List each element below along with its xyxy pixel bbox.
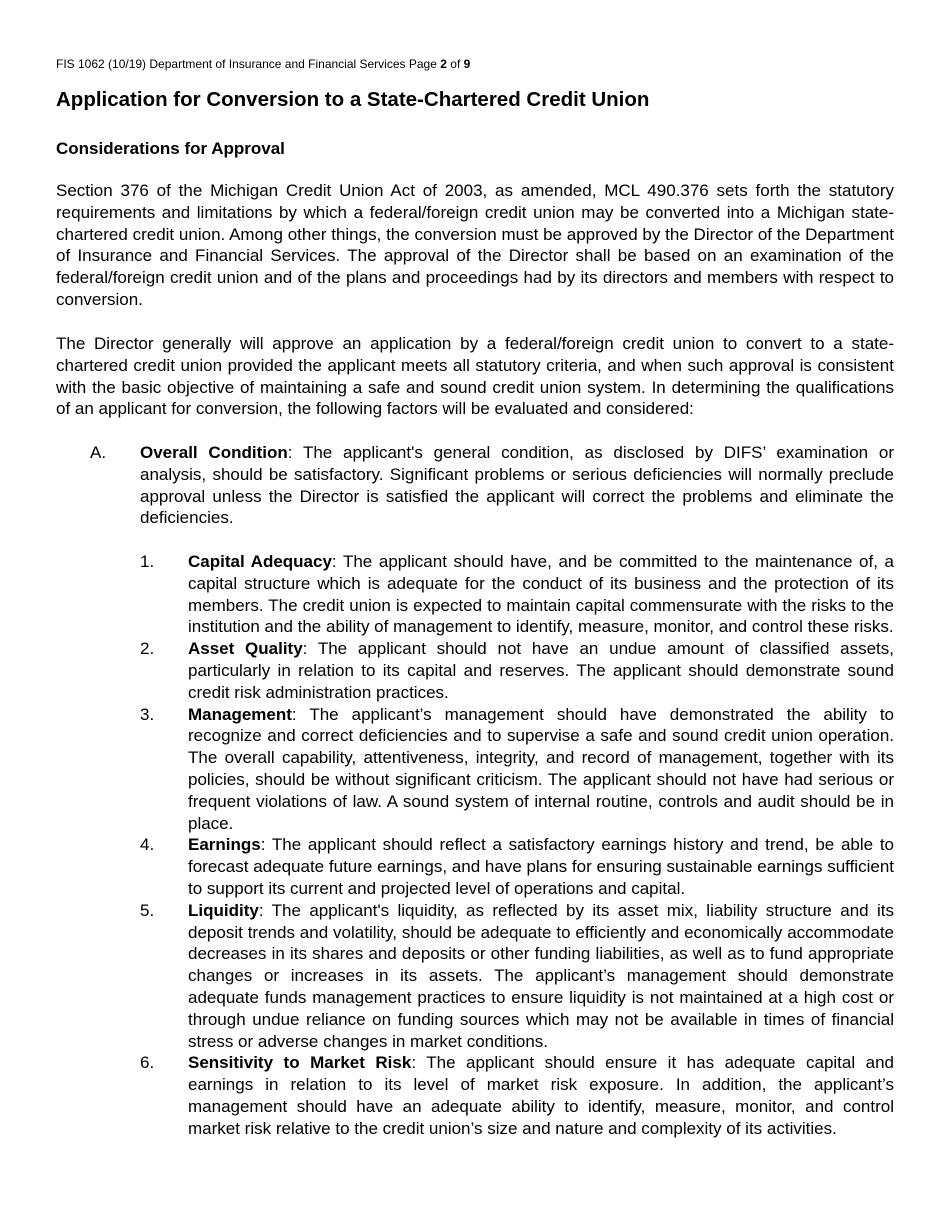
section-a bbox=[56, 442, 894, 529]
list-item bbox=[140, 704, 894, 835]
page-of: of bbox=[450, 57, 461, 71]
list-item bbox=[140, 1052, 894, 1139]
intro-paragraph-1: Section 376 of the Michigan Credit Union Act of 2003, as amended, MCL 490.376 sets forth the statutory requirements and limitations by which a federal/foreign credit union may be converted into a Michigan state-chartered credit union. Among other things, the conversion must be approved by the Director of the Department of Insurance and Financial Services. The approval of the Director shall be based on an examination of the federal/foreign credit union and of the plans and proceedings had by its directors and members with respect to conversion. bbox=[56, 181, 894, 309]
list-item bbox=[56, 442, 894, 529]
item-heading: Sensitivity to Market Risk bbox=[188, 1053, 412, 1073]
page-current: 2 bbox=[440, 57, 447, 71]
list-number: 3. bbox=[140, 704, 155, 724]
list-item bbox=[140, 900, 894, 1053]
item-heading: Capital Adequacy bbox=[188, 552, 332, 571]
list-marker: A. bbox=[90, 443, 107, 462]
factor-list bbox=[140, 551, 894, 1140]
intro-paragraph-2: The Director generally will approve an application by a federal/foreign credit union to convert to a state-chartered credit union provided the applicant meets all statutory criteria, and when such approval is consistent with the basic objective of maintaining a safe and sound credit union system. In determining the qualifications of an applicant for conversion, the following factors will be evaluated and considered: bbox=[56, 334, 894, 419]
item-text: : The applicant’s management should have demonstrated the ability to recognize and correct deficiencies and to supervise a safe and sound credit union operation. The overall capability, attentiveness, integrity, and record of management, together with its policies, should be without significant criticism. The applicant should not have had serious or frequent violations of law. A sound system of internal routine, controls and audit should be in place. bbox=[188, 704, 894, 833]
item-heading: Overall Condition bbox=[140, 443, 288, 462]
list-number: 4. bbox=[140, 835, 155, 855]
list-number: 5. bbox=[140, 900, 155, 920]
item-heading: Asset Quality bbox=[188, 639, 303, 659]
item-text: : The applicant should reflect a satisfactory earnings history and trend, be able to forecast adequate future earnings, and have plans for ensuring sustainable earnings sufficient to support its current and projected level of operations and capital. bbox=[188, 835, 894, 898]
item-text: : The applicant should have, and be committed to the maintenance of, a capital structure which is adequate for the conduct of its business and the protection of its members. The credit union is expected to maintain capital commensurate with the risks to the institution and the ability of management to identify, measure, monitor, and control these risks. bbox=[188, 552, 894, 637]
item-heading: Liquidity bbox=[188, 900, 259, 920]
list-item bbox=[140, 551, 894, 638]
list-number: 6. bbox=[140, 1053, 155, 1073]
list-item bbox=[140, 834, 894, 899]
list-number: 2. bbox=[140, 639, 155, 659]
page-header bbox=[56, 57, 470, 71]
item-heading: Earnings bbox=[188, 835, 261, 855]
section-title: Considerations for Approval bbox=[56, 139, 285, 158]
page-total: 9 bbox=[463, 57, 471, 71]
page-title: Application for Conversion to a State-Chartered Credit Union bbox=[56, 88, 650, 111]
list-number: 1. bbox=[140, 552, 155, 571]
form-id: FIS 1062 (10/19) Department of Insurance and Financial Services Page bbox=[56, 57, 437, 71]
item-text: : The applicant's liquidity, as reflected by its asset mix, liability structure and its deposit trends and volatility, should be adequate to efficiently and economically accommodate decreases in its shares and deposits or other funding liabilities, as well as to fund appropriate changes or increases in its assets. The applicant’s management should demonstrate adequate funds management practices to ensure liquidity is not maintained at a high cost or through undue reliance on funding sources which may not be available in times of financial stress or adverse changes in market conditions. bbox=[188, 900, 894, 1051]
item-text: : The applicant's general condition, as disclosed by DIFS’ examination or analysis, should be satisfactory. Significant problems or serious deficiencies will normally preclude approval unless the Director is satisfied the applicant will correct the problems and eliminate the deficiencies. bbox=[140, 443, 894, 528]
item-text: : The applicant should ensure it has adequate capital and earnings in relation to its level of market risk exposure. In addition, the applicant’s management should have an adequate ability to identify, measure, monitor, and control market risk relative to the credit union’s size and nature and complexity of its activities. bbox=[188, 1053, 894, 1138]
item-heading: Management bbox=[188, 704, 292, 724]
list-item bbox=[140, 638, 894, 703]
item-text: : The applicant should not have an undue amount of classified assets, particularly in relation to its capital and reserves. The applicant should demonstrate sound credit risk administration practices. bbox=[188, 639, 894, 702]
